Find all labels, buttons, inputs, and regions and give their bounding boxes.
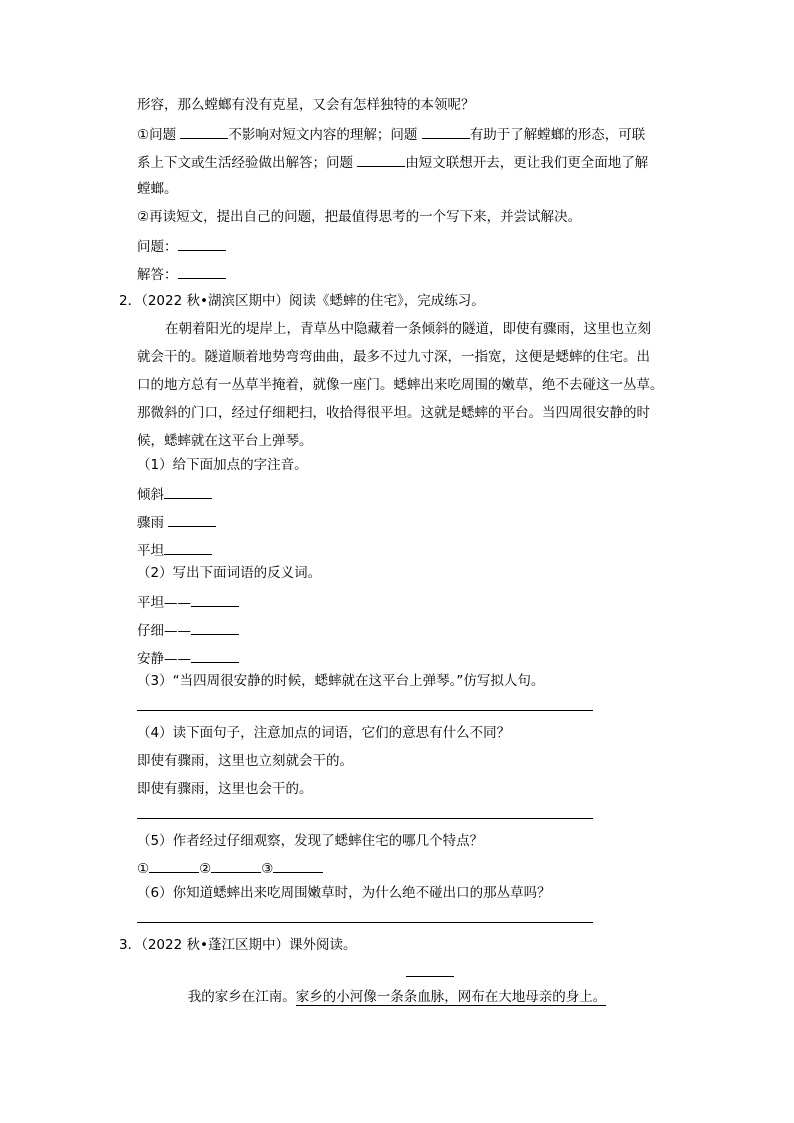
feature-blank[interactable] bbox=[211, 858, 261, 873]
passage-line: 那微斜的门口，经过仔细耙扫，收拾得很平坦。这就是蟋蟀的平台。当四周很安静的时 bbox=[137, 405, 650, 421]
title-blank[interactable] bbox=[406, 976, 454, 977]
example-sentence: 即使有骤雨，这里也立刻就会干的。 bbox=[137, 753, 353, 769]
passage-line: 就会干的。隧道顺着地势弯弯曲曲，最多不过九寸深，一指宽，这便是蟋蟀的住宅。出 bbox=[137, 349, 650, 365]
question-label: 问题： bbox=[137, 239, 178, 255]
word: 平坦—— bbox=[137, 595, 191, 611]
passage-line: 候，蟋蟀就在这平台上弹琴。 bbox=[137, 433, 313, 449]
mark: ② bbox=[199, 861, 212, 877]
sub-question-5: （5）作者经过仔细观察，发现了蟋蟀住宅的哪几个特点？ bbox=[137, 833, 484, 849]
intro-line: 形容，那么螳螂有没有克星，又会有怎样独特的本领呢？ bbox=[137, 97, 475, 113]
pinyin-blank[interactable] bbox=[164, 484, 212, 499]
q1-text-e: 由短文联想开去，更让我们更全面地了解 bbox=[405, 155, 649, 171]
sub-question-2: （2）写出下面词语的反义词。 bbox=[137, 565, 322, 581]
answer-line[interactable] bbox=[137, 710, 593, 711]
mark: ① bbox=[137, 861, 150, 877]
q1-text-b: 不影响对短文内容的理解；问题 bbox=[228, 127, 422, 143]
answer-line[interactable] bbox=[137, 922, 593, 923]
question-1-line-3: 螳螂。 bbox=[137, 181, 178, 197]
item-2-header: 2．（2022 秋•湖滨区期中）阅读《蟋蟀的住宅》，完成练习。 bbox=[119, 293, 485, 309]
antonym-blank[interactable] bbox=[191, 620, 239, 635]
question-1-line-2 bbox=[137, 152, 648, 172]
sub-question-6: （6）你知道蟋蟀出来吃周围嫩草时，为什么绝不碰出口的那丛草吗？ bbox=[137, 885, 551, 901]
passage-line: 口的地方总有一丛草半掩着，就像一座门。蟋蟀出来吃周围的嫩草，绝不去碰这一丛草。 bbox=[137, 377, 664, 393]
word: 倾斜 bbox=[137, 487, 164, 503]
question-2-line: ②再读短文，提出自己的问题，把最值得思考的一个写下来，并尝试解决。 bbox=[137, 209, 582, 225]
feature-blank[interactable] bbox=[149, 858, 199, 873]
antonym-blank[interactable] bbox=[191, 592, 239, 607]
question-field bbox=[137, 236, 226, 256]
example-sentence: 即使有骤雨，这里也会干的。 bbox=[137, 781, 313, 797]
antonym-row bbox=[137, 648, 239, 668]
answer-field bbox=[137, 264, 226, 284]
word: 仔细—— bbox=[137, 623, 191, 639]
pinyin-blank[interactable] bbox=[168, 512, 216, 527]
q1-text-d: 系上下文或生活经验做出解答；问题 bbox=[137, 155, 358, 171]
sub-question-1: （1）给下面加点的字注音。 bbox=[137, 457, 308, 473]
q1-text-a: ①问题 bbox=[137, 127, 181, 143]
word: 安静—— bbox=[137, 651, 191, 667]
word: 骤雨 bbox=[137, 515, 169, 531]
sub-question-4: （4）读下面句子，注意加点的词语，它们的意思有什么不同？ bbox=[137, 725, 511, 741]
answer-blank[interactable] bbox=[422, 124, 470, 139]
q1-text-c: 有助于了解螳螂的形态，可联 bbox=[469, 127, 646, 143]
underlined-sentence: 家乡的小河像一条条血脉，网布在大地母亲的身上。 bbox=[295, 989, 607, 1005]
mark: ③ bbox=[261, 861, 274, 877]
antonym-row bbox=[137, 592, 239, 612]
question-blank[interactable] bbox=[178, 236, 226, 251]
feature-blanks bbox=[137, 858, 323, 878]
passage-line: 在朝着阳光的堤岸上，青草丛中隐藏着一条倾斜的隧道，即使有骤雨，这里也立刻 bbox=[165, 321, 651, 337]
answer-label: 解答： bbox=[137, 267, 178, 283]
sub-question-3: （3）“当四周很安静的时候，蟋蟀就在这平台上弹琴。”仿写拟人句。 bbox=[137, 673, 545, 689]
pinyin-row bbox=[137, 540, 212, 560]
item-3-header: 3．（2022 秋•蓬江区期中）课外阅读。 bbox=[119, 937, 357, 953]
pinyin-blank[interactable] bbox=[164, 540, 212, 555]
answer-line[interactable] bbox=[137, 818, 593, 819]
answer-blank[interactable] bbox=[180, 124, 228, 139]
pinyin-row bbox=[137, 512, 216, 532]
antonym-row bbox=[137, 620, 239, 640]
word: 平坦 bbox=[137, 543, 164, 559]
answer-blank[interactable] bbox=[357, 152, 405, 167]
pinyin-row bbox=[137, 484, 212, 504]
feature-blank[interactable] bbox=[273, 858, 323, 873]
plain-text: 我的家乡在江南。 bbox=[187, 989, 296, 1005]
answer-blank[interactable] bbox=[178, 264, 226, 279]
question-1-line bbox=[137, 124, 645, 144]
antonym-blank[interactable] bbox=[191, 648, 239, 663]
reading-first-line bbox=[0, 988, 794, 1006]
